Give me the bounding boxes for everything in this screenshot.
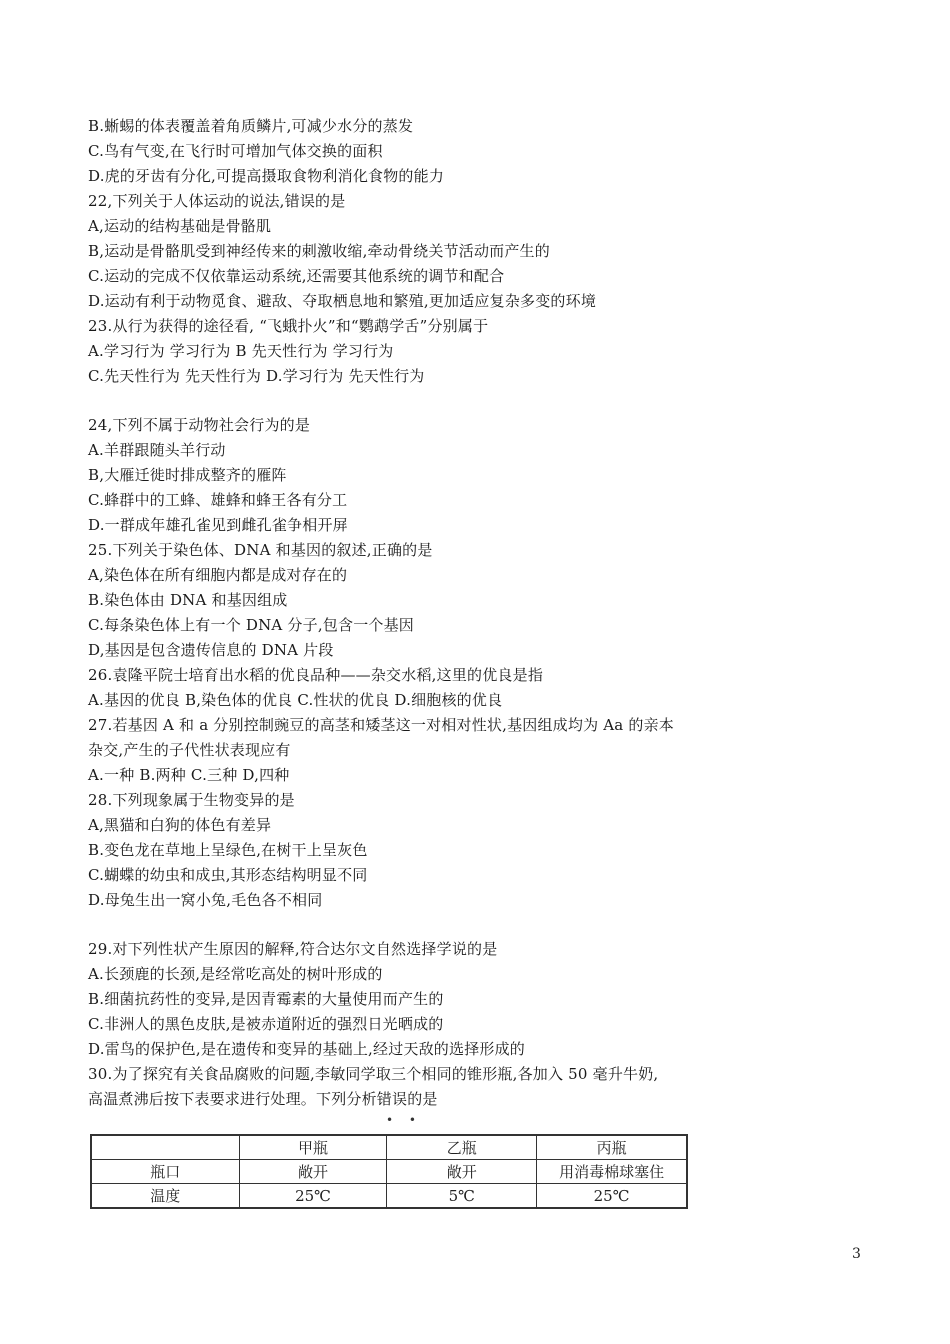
table-cell: 25℃ <box>537 1184 687 1209</box>
text-line: C.非洲人的黑色皮肤,是被赤道附近的强烈日光晒成的 <box>88 1015 444 1033</box>
text-line: A.羊群跟随头羊行动 <box>88 441 226 459</box>
text-line: D,基因是包含遗传信息的 DNA 片段 <box>88 641 334 659</box>
text-line: C.蜂群中的工蜂、雄蜂和蜂王各有分工 <box>88 491 348 509</box>
text-line: A,黑猫和白狗的体色有差异 <box>88 816 272 834</box>
table-cell: 敞开 <box>387 1160 537 1184</box>
text-line: D.一群成年雄孔雀见到雌孔雀争相开屏 <box>88 516 348 534</box>
text-line: D.虎的牙齿有分化,可提高摄取食物利消化食物的能力 <box>88 167 445 185</box>
table-row <box>91 1160 687 1184</box>
table-cell: 用消毒棉球塞住 <box>537 1160 687 1184</box>
page-number: 3 <box>852 1246 861 1262</box>
text-line: 杂交,产生的子代性状表现应有 <box>88 741 291 759</box>
text-line: C.鸟有气变,在飞行时可增加气体交换的面积 <box>88 142 383 160</box>
text-line: B.变色龙在草地上呈绿色,在树干上呈灰色 <box>88 841 368 859</box>
text-line: D.母兔生出一窝小兔,毛色各不相同 <box>88 891 323 909</box>
text-line: C.先天性行为 先天性行为 D.学习行为 先天性行为 <box>88 367 425 385</box>
text-line: A,运动的结构基础是骨骼肌 <box>88 217 272 235</box>
text-line: 23.从行为获得的途径看, “飞蛾扑火”和“鹦鹉学舌”分别属于 <box>88 317 489 335</box>
table-row <box>91 1184 687 1209</box>
text-line: A.长颈鹿的长颈,是经常吃高处的树叶形成的 <box>88 965 383 983</box>
text-line: B.蜥蜴的体表覆盖着角质鳞片,可减少水分的蒸发 <box>88 117 414 135</box>
text-line: D.雷鸟的保护色,是在遗传和变异的基础上,经过天敌的选择形成的 <box>88 1040 525 1058</box>
table-header-row <box>91 1135 687 1160</box>
table-cell: 5℃ <box>387 1184 537 1209</box>
question-text-block <box>88 114 848 1112</box>
table-header-cell: 乙瓶 <box>387 1135 537 1160</box>
emphasis-dots: • • <box>386 1113 422 1127</box>
text-line: B,运动是骨骼肌受到神经传来的刺激收缩,牵动骨绕关节活动而产生的 <box>88 242 550 260</box>
paragraph-gap <box>88 913 848 937</box>
text-line: 28.下列现象属于生物变异的是 <box>88 791 295 809</box>
text-line: B,大雁迁徙时排成整齐的雁阵 <box>88 466 287 484</box>
text-line: 高温煮沸后按下表要求进行处理。下列分析错误的是 <box>88 1090 438 1108</box>
text-line: A.学习行为 学习行为 B 先天性行为 学习行为 <box>88 342 394 360</box>
table-cell: 瓶口 <box>91 1160 239 1184</box>
text-line: A.一种 B.两种 C.三种 D,四种 <box>88 766 290 784</box>
text-line: A.基因的优良 B,染色体的优良 C.性状的优良 D.细胞核的优良 <box>88 691 503 709</box>
text-line: 27.若基因 A 和 a 分别控制豌豆的高茎和矮茎这一对相对性状,基因组成均为 Aa 的亲本 <box>88 716 674 734</box>
text-line: A,染色体在所有细胞内都是成对存在的 <box>88 566 348 584</box>
text-line: B.染色体由 DNA 和基因组成 <box>88 591 288 609</box>
text-line: 29.对下列性状产生原因的解释,符合达尔文自然选择学说的是 <box>88 940 498 958</box>
text-line: 22,下列关于人体运动的说法,错误的是 <box>88 192 346 210</box>
text-line: C.每条染色体上有一个 DNA 分子,包含一个基因 <box>88 616 415 634</box>
table-header-cell: 甲瓶 <box>239 1135 387 1160</box>
text-line: 24,下列不属于动物社会行为的是 <box>88 416 311 434</box>
text-line: 30.为了探究有关食品腐败的问题,李敏同学取三个相同的锥形瓶,各加入 50 毫升牛奶, <box>88 1065 659 1083</box>
text-line: C.运动的完成不仅依靠运动系统,还需要其他系统的调节和配合 <box>88 267 505 285</box>
table-header-cell <box>91 1135 239 1160</box>
table-header-cell: 丙瓶 <box>537 1135 687 1160</box>
text-line: B.细菌抗药性的变异,是因青霉素的大量使用而产生的 <box>88 990 444 1008</box>
table-cell: 敞开 <box>239 1160 387 1184</box>
text-line: C.蝴蝶的幼虫和成虫,其形态结构明显不同 <box>88 866 368 884</box>
table-cell: 温度 <box>91 1184 239 1209</box>
text-line: D.运动有利于动物觅食、避敌、夺取栖息地和繁殖,更加适应复杂多变的环境 <box>88 292 597 310</box>
paragraph-gap <box>88 389 848 413</box>
text-line: 25.下列关于染色体、DNA 和基因的叙述,正确的是 <box>88 541 433 559</box>
text-line: 26.袁隆平院士培育出水稻的优良品种——杂交水稻,这里的优良是指 <box>88 666 544 684</box>
experiment-table <box>90 1134 688 1209</box>
table-cell: 25℃ <box>239 1184 387 1209</box>
